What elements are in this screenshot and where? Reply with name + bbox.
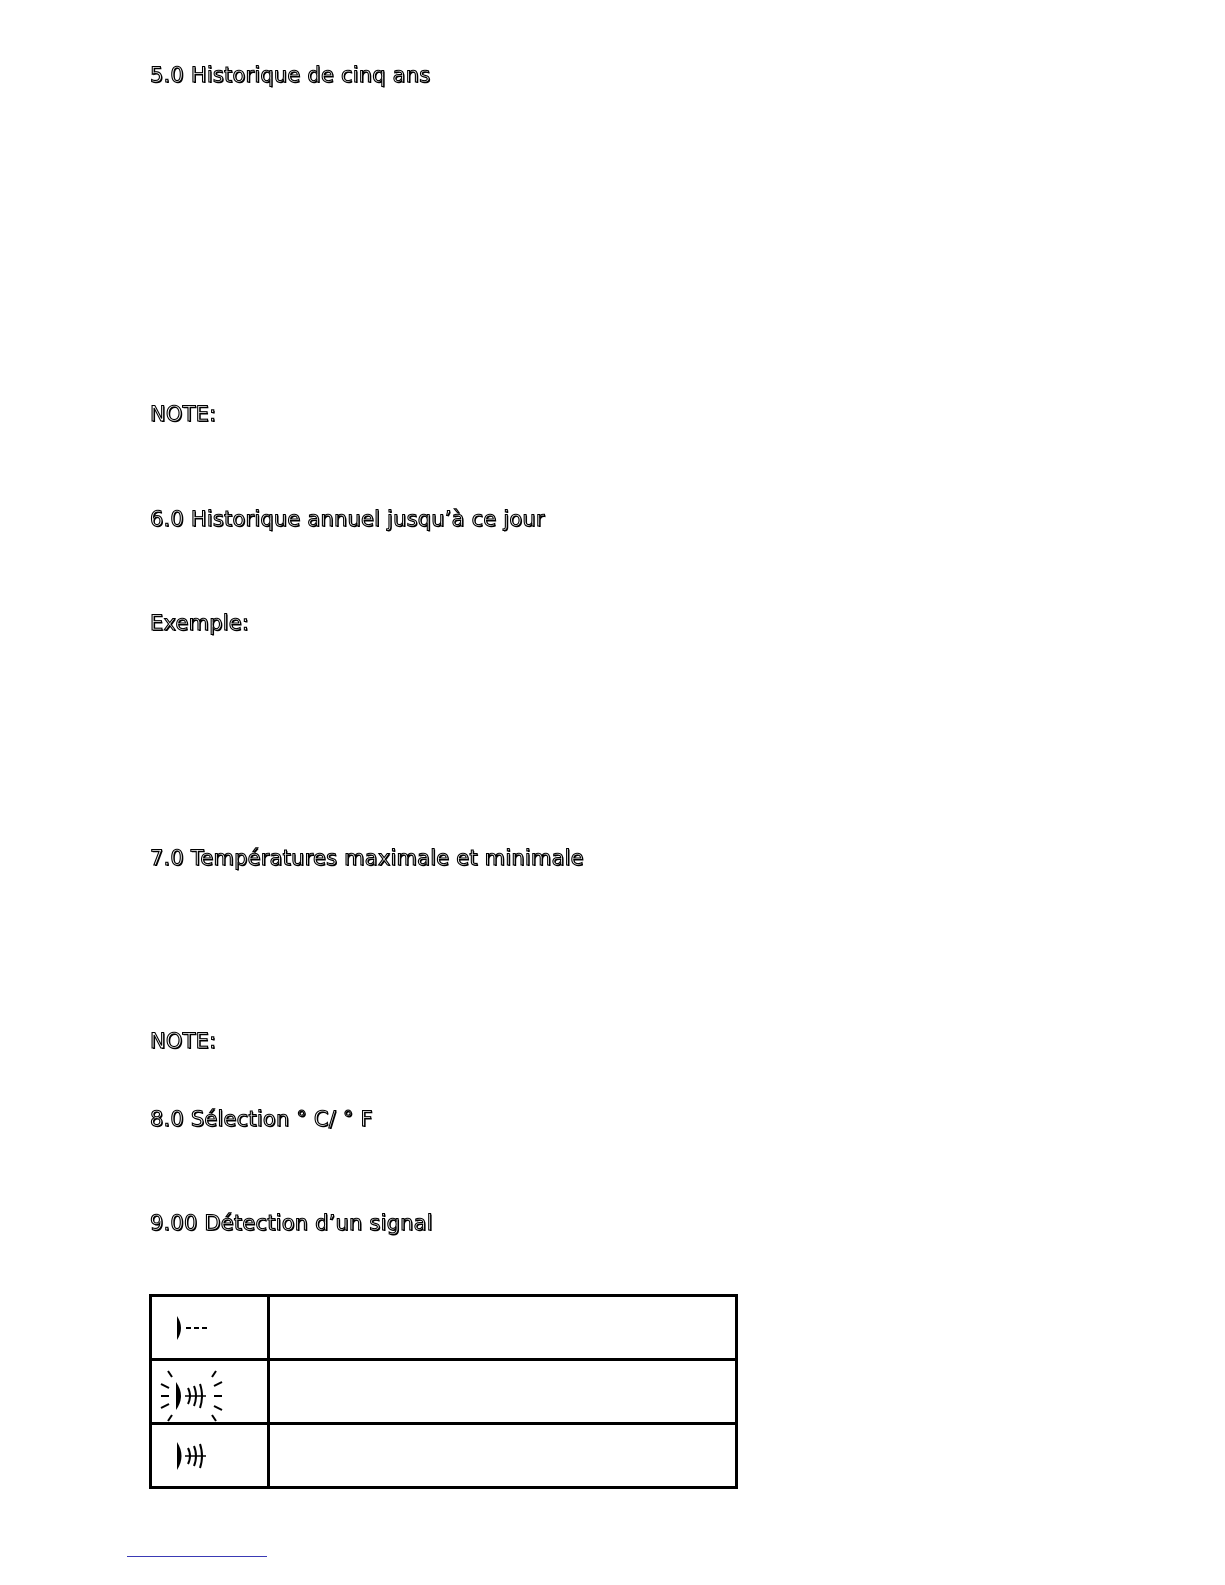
footnote-separator <box>127 1556 267 1557</box>
signal-no-reception-icon <box>172 1308 252 1348</box>
note-label-1: NOTE: <box>150 402 217 426</box>
note-label-2: NOTE: <box>150 1029 217 1053</box>
example-label: Exemple: <box>150 611 250 635</box>
icon-cell <box>151 1296 269 1360</box>
heading-max-min-temperatures: 7.0 Températures maximale et minimale <box>150 846 584 870</box>
signal-searching-icon <box>156 1362 236 1422</box>
description-cell <box>269 1424 737 1488</box>
signal-received-icon <box>172 1436 252 1476</box>
heading-five-year-history: 5.0 Historique de cinq ans <box>150 63 431 87</box>
description-cell <box>269 1360 737 1424</box>
icon-cell <box>151 1424 269 1488</box>
heading-unit-selection: 8.0 Sélection ° C/ ° F <box>150 1107 373 1131</box>
table-row <box>151 1296 737 1360</box>
icon-cell <box>151 1360 269 1424</box>
signal-status-table <box>149 1294 738 1489</box>
heading-signal-detection: 9.00 Détection d’un signal <box>150 1211 433 1235</box>
description-cell <box>269 1296 737 1360</box>
table-row <box>151 1360 737 1424</box>
heading-year-to-date-history: 6.0 Historique annuel jusqu’à ce jour <box>150 507 545 531</box>
table-row <box>151 1424 737 1488</box>
